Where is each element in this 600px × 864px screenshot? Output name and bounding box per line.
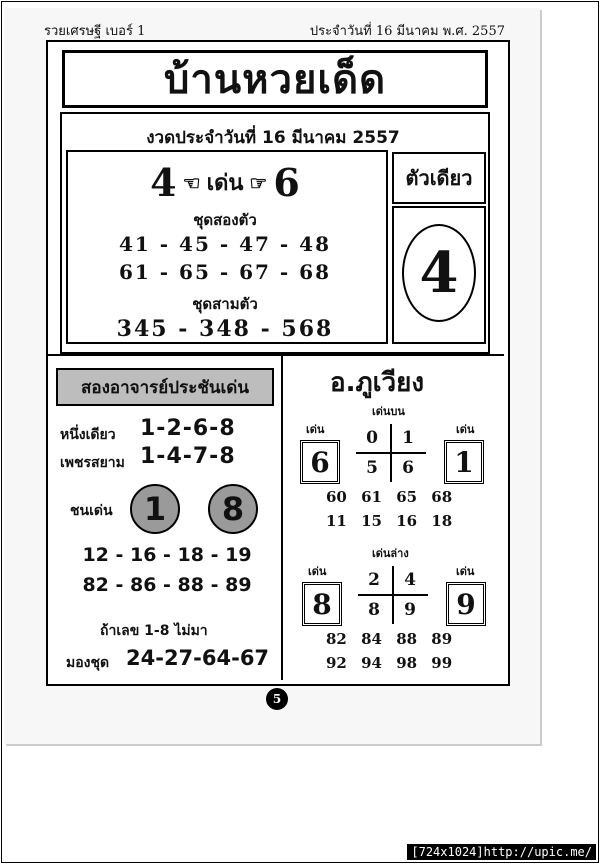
lower-left-label: เด่น bbox=[308, 565, 327, 578]
lower-cell-bl: 8 bbox=[368, 600, 380, 620]
lower-right-box: 9 bbox=[446, 582, 486, 626]
two-digit-row-2: 61 - 65 - 67 - 68 bbox=[118, 260, 331, 284]
lower-right-label: เด่น bbox=[456, 565, 475, 578]
set-value: 24-27-64-67 bbox=[126, 646, 270, 670]
upper-right-box: 1 bbox=[444, 440, 484, 484]
lead-left-digit: 4 bbox=[150, 160, 177, 205]
single-digit-value: 4 bbox=[402, 224, 476, 322]
lower-number-row-2: 92 94 98 99 bbox=[326, 654, 453, 672]
lead-right-digit: 6 bbox=[273, 160, 300, 205]
upper-right-label: เด่น bbox=[456, 423, 475, 436]
lower-cell-tl: 2 bbox=[368, 570, 380, 590]
upper-cell-bl: 5 bbox=[366, 458, 378, 478]
lower-number-row-1: 82 84 88 89 bbox=[326, 630, 453, 648]
set-label: มองชุด bbox=[66, 655, 110, 671]
lead-numbers bbox=[66, 160, 384, 205]
upper-cell-tl: 0 bbox=[366, 428, 378, 448]
two-digit-label: ชุดสองตัว bbox=[193, 211, 257, 229]
row2-label: เพชรสยาม bbox=[60, 455, 125, 471]
section-divider bbox=[48, 354, 504, 356]
lower-left-box: 8 bbox=[302, 582, 342, 626]
column-divider bbox=[281, 356, 283, 680]
two-digit-row-1: 41 - 45 - 47 - 48 bbox=[118, 232, 331, 256]
single-digit-label: ตัวเดียว bbox=[392, 152, 486, 204]
right-panel-title: อ.ภูเวียง bbox=[330, 368, 425, 398]
upper-cell-br: 6 bbox=[402, 458, 414, 478]
running-head-right: ประจำวันที่ 16 มีนาคม พ.ศ. 2557 bbox=[309, 24, 505, 39]
lower-header: เด่นล่าง bbox=[372, 547, 409, 560]
lead-label: เด่น bbox=[206, 171, 244, 196]
duel-ball-1: 1 bbox=[130, 484, 180, 534]
upper-left-label: เด่น bbox=[306, 423, 325, 436]
row1-label: หนึ่งเดียว bbox=[60, 427, 116, 443]
left-panel-title: สองอาจารย์ประชันเด่น bbox=[56, 368, 274, 406]
image-host-stamp: [724x1024]http://upic.me/ bbox=[407, 844, 596, 860]
left-number-row-2: 82 - 86 - 88 - 89 bbox=[82, 574, 252, 596]
upper-number-row-1: 60 61 65 68 bbox=[326, 488, 453, 506]
running-head-left: รวยเศรษฐี เบอร์ 1 bbox=[44, 24, 146, 39]
duel-ball-2: 8 bbox=[208, 484, 258, 534]
row2-value: 1-4-7-8 bbox=[140, 444, 236, 469]
three-digit-row: 345 - 348 - 568 bbox=[116, 316, 334, 342]
upper-number-row-2: 11 15 16 18 bbox=[326, 512, 453, 530]
upper-cell-tr: 1 bbox=[402, 428, 414, 448]
duel-label: ชนเด่น bbox=[70, 503, 113, 519]
pointing-hand-left-icon: ☜ bbox=[182, 170, 201, 195]
lower-cell-tr: 4 bbox=[404, 570, 416, 590]
upper-header: เด่นบน bbox=[372, 405, 405, 418]
draw-date: งวดประจำวันที่ 16 มีนาคม 2557 bbox=[146, 128, 400, 148]
row1-value: 1-2-6-8 bbox=[140, 416, 236, 441]
if-not-note: ถ้าเลข 1-8 ไม่มา bbox=[100, 623, 208, 639]
upper-left-box: 6 bbox=[300, 440, 340, 484]
pointing-hand-right-icon: ☞ bbox=[249, 170, 268, 195]
three-digit-label: ชุดสามตัว bbox=[192, 295, 258, 313]
left-number-row-1: 12 - 16 - 18 - 19 bbox=[82, 544, 252, 566]
masthead-title: บ้านหวยเด็ด bbox=[62, 50, 488, 108]
lower-cell-br: 9 bbox=[404, 600, 416, 620]
page-number: 5 bbox=[266, 688, 288, 710]
